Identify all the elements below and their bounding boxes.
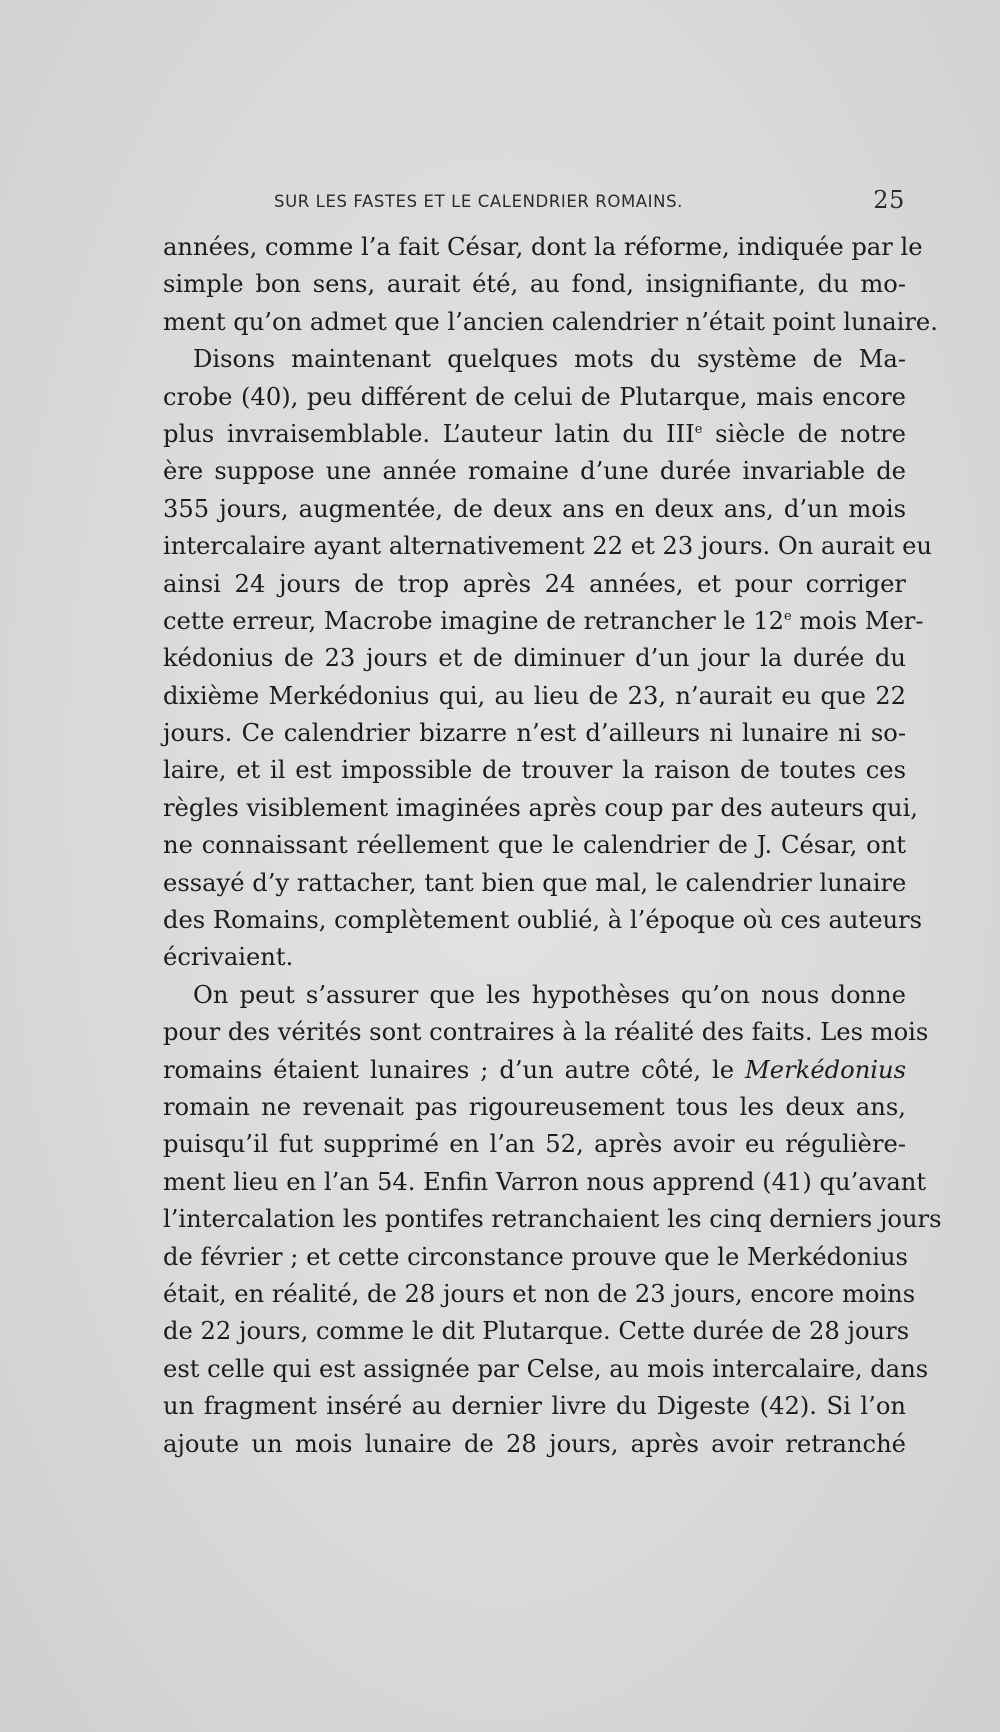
line-segment: mois Mer- xyxy=(791,606,924,635)
text-line: laire, et il est impossible de trouver la raison de toutes ces xyxy=(163,756,906,785)
superscript: e xyxy=(694,421,703,437)
line-segment: cette erreur, Macrobe imagine de retrancher le 12 xyxy=(163,606,784,635)
text-line: ment qu’on admet que l’ancien calendrier n’était point lunaire. xyxy=(163,307,938,336)
line-segment: romains étaient lunaires ; d’un autre côté, le xyxy=(163,1055,746,1084)
text-line: ne connaissant réellement que le calendrier de J. César, ont xyxy=(163,831,906,860)
superscript: e xyxy=(784,608,792,624)
text-line: ainsi 24 jours de trop après 24 années, et pour corriger xyxy=(163,569,906,598)
line-segment: plus invraisemblable. L’auteur latin du III xyxy=(163,419,695,448)
running-title: SUR LES FASTES ET LE CALENDRIER ROMAINS. xyxy=(274,192,684,211)
text-line: simple bon sens, aurait été, au fond, insignifiante, du mo- xyxy=(163,270,906,299)
text-line xyxy=(163,416,906,453)
text-line: Disons maintenant quelques mots du système de Ma- xyxy=(193,345,906,374)
text-line: 355 jours, augmentée, de deux ans en deux ans, d’un mois xyxy=(163,494,906,523)
page-header xyxy=(274,186,905,216)
text-line: kédonius de 23 jours et de diminuer d’un jour la durée du xyxy=(163,644,906,673)
text-line: puisqu’il fut supprimé en l’an 52, après avoir eu régulière- xyxy=(163,1130,906,1159)
text-line: intercalaire ayant alternativement 22 et 23 jours. On aurait eu xyxy=(163,532,933,561)
text-line: des Romains, complètement oublié, à l’époque où ces auteurs xyxy=(163,906,923,935)
text-line: essayé d’y rattacher, tant bien que mal, le calendrier lunaire xyxy=(163,868,907,897)
text-line: dixième Merkédonius qui, au lieu de 23, n’aurait eu que 22 xyxy=(163,681,906,710)
text-line: ajoute un mois lunaire de 28 jours, après avoir retranché xyxy=(163,1429,906,1458)
text-line xyxy=(163,603,924,640)
text-line: crobe (40), peu différent de celui de Plutarque, mais encore xyxy=(163,382,906,411)
text-line: années, comme l’a fait César, dont la réforme, indiquée par le xyxy=(163,233,923,261)
line-segment: siècle de notre xyxy=(702,419,906,448)
text-line: un fragment inséré au dernier livre du Digeste (42). Si l’on xyxy=(163,1392,906,1421)
text-line: jours. Ce calendrier bizarre n’est d’ailleurs ni lunaire ni so- xyxy=(163,719,906,748)
text-line xyxy=(163,1052,906,1089)
text-line: ère suppose une année romaine d’une durée invariable de xyxy=(163,457,906,486)
text-line: l’intercalation les pontifes retranchaient les cinq derniers jours xyxy=(163,1205,942,1234)
text-line: On peut s’assurer que les hypothèses qu’on nous donne xyxy=(193,980,906,1009)
italic-term: Merkédonius xyxy=(745,1055,906,1084)
text-line: était, en réalité, de 28 jours et non de 23 jours, encore moins xyxy=(163,1279,916,1308)
text-line: règles visiblement imaginées après coup par des auteurs qui, xyxy=(163,793,918,822)
text-line: écrivaient. xyxy=(163,943,294,972)
text-line: pour des vérités sont contraires à la réalité des faits. Les mois xyxy=(163,1018,929,1047)
text-line: romain ne revenait pas rigoureusement tous les deux ans, xyxy=(163,1092,906,1121)
text-line: de 22 jours, comme le dit Plutarque. Cette durée de 28 jours xyxy=(163,1317,910,1346)
text-line: ment lieu en l’an 54. Enfin Varron nous apprend (41) qu’avant xyxy=(163,1167,927,1196)
text-line: est celle qui est assignée par Celse, au mois intercalaire, dans xyxy=(163,1354,929,1383)
page-number: 25 xyxy=(873,186,905,214)
body-text xyxy=(163,229,942,1463)
text-line: de février ; et cette circonstance prouve que le Merkédonius xyxy=(163,1242,908,1271)
